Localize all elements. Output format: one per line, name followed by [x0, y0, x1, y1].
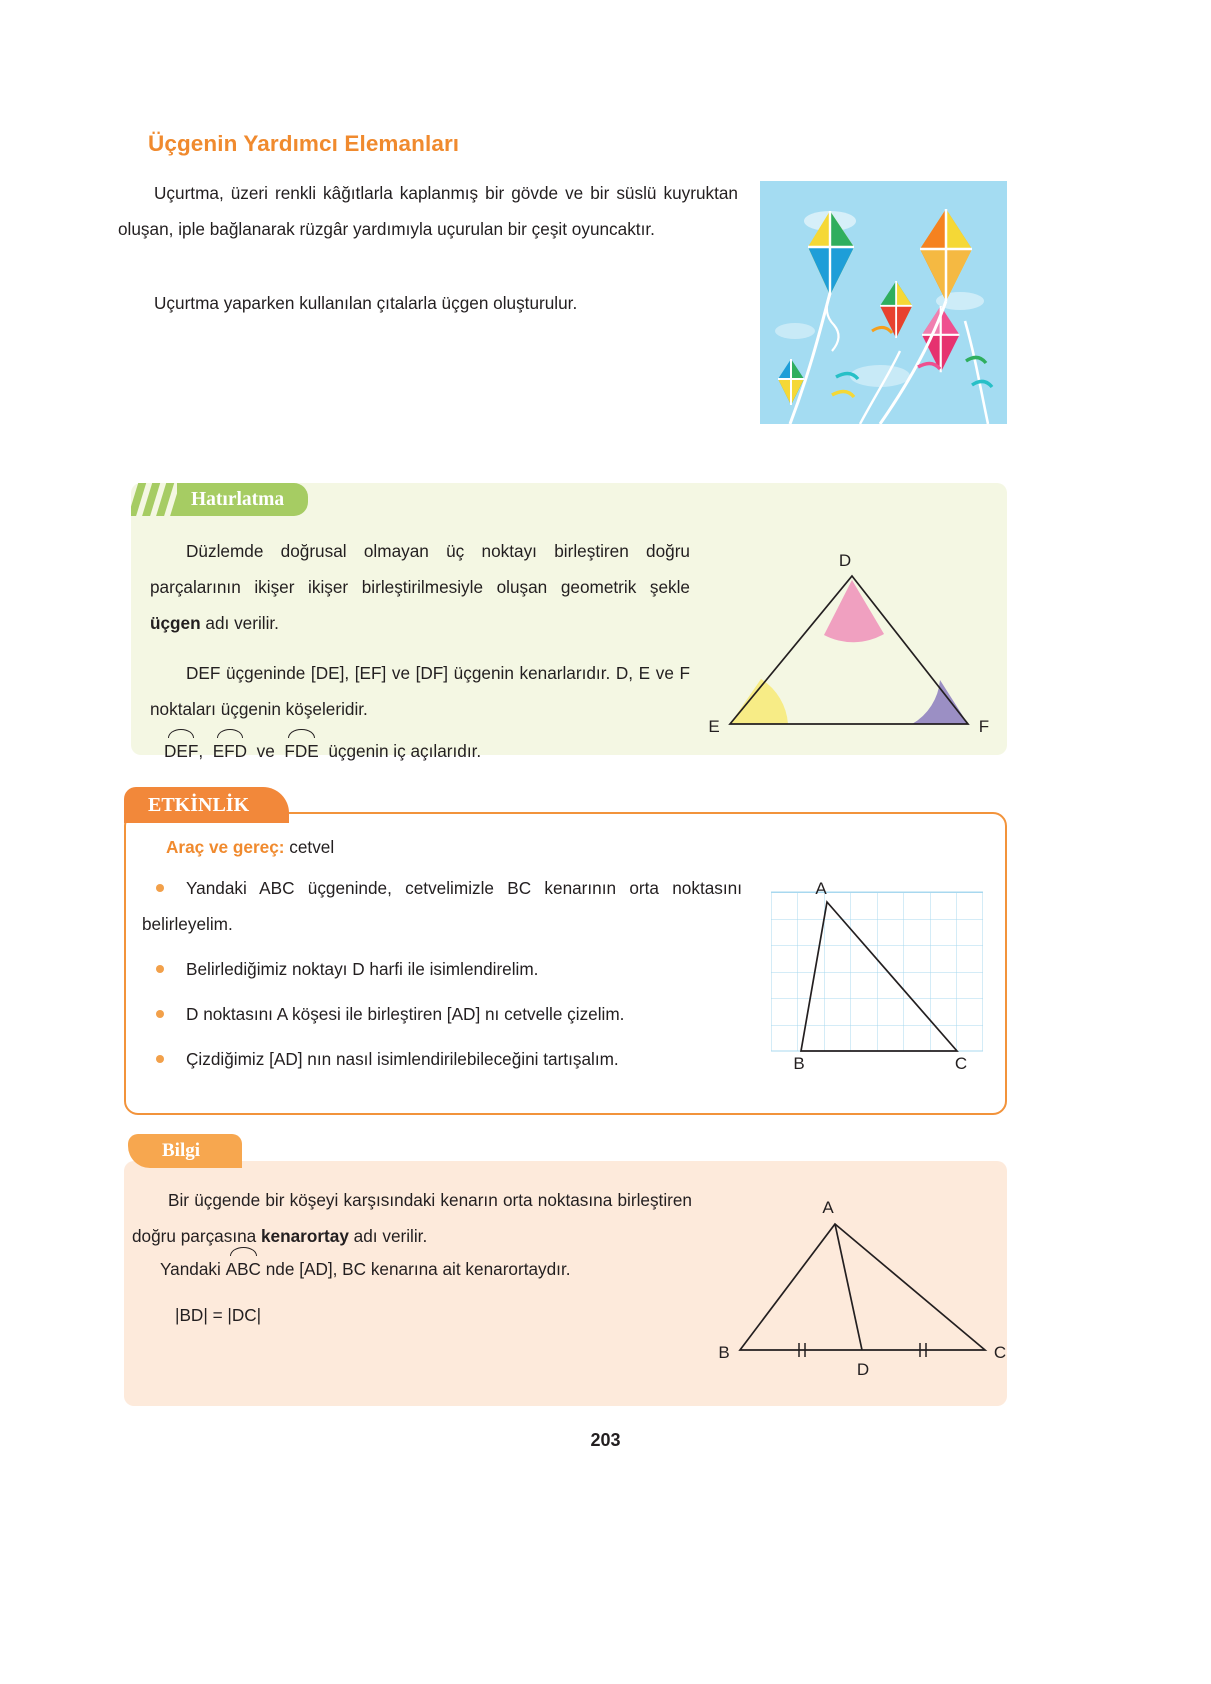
- hat-p1-pre: Düzlemde doğrusal olmayan üç noktayı birleştiren doğru parçalarının ikişer ikişer birleştirilmesiyle oluşan geometrik şekle: [150, 541, 690, 597]
- page-number: 203: [590, 1430, 621, 1450]
- bilgi-l2-pre: Yandaki: [160, 1259, 221, 1279]
- bullet-dot-icon: [156, 1010, 164, 1018]
- bullet-dot-icon: [156, 965, 164, 973]
- label-vertex-e: E: [708, 717, 720, 736]
- bullet-dot-icon: [156, 1055, 164, 1063]
- step-text: Belirlediğimiz noktayı D harfi ile isimlendirelim.: [186, 959, 539, 979]
- hat-p1-post: adı verilir.: [200, 613, 279, 633]
- list-item: [142, 996, 742, 1032]
- page-title: Üçgenin Yardımcı Elemanları: [148, 131, 460, 156]
- label-median-vertex-d: D: [856, 1360, 870, 1379]
- hatirlatma-tab-label: Hatırlatma: [177, 483, 308, 516]
- bullet-dot-icon: [156, 884, 164, 892]
- label-vertex-d: D: [838, 551, 852, 570]
- list-item: [142, 1041, 742, 1077]
- bilgi-tab: Bilgi: [128, 1134, 242, 1168]
- angle-fde: FDE: [284, 734, 318, 766]
- step-text: D noktasını A köşesi ile birleştiren [AD] nı cetvelle çizelim.: [186, 1004, 625, 1024]
- materials-label: Araç ve gereç:: [166, 837, 285, 857]
- angle-abc: ABC: [226, 1252, 261, 1284]
- label-median-vertex-c: C: [993, 1343, 1007, 1362]
- bilgi-line-2: [160, 1252, 571, 1284]
- bilgi-p1-bold: kenarortay: [261, 1226, 349, 1246]
- etkinlik-steps-list: [142, 870, 742, 1086]
- intro-paragraph-2: Uçurtma yaparken kullanılan çıtalarla üçgen oluşturulur.: [154, 293, 578, 313]
- label-grid-vertex-b: B: [793, 1054, 805, 1073]
- step-text: Çizdiğimiz [AD] nın nasıl isimlendirilebileceğini tartışalım.: [186, 1049, 619, 1069]
- hatirlatma-angle-line: [164, 734, 481, 766]
- hatirlatma-paragraph-2: DEF üçgeninde [DE], [EF] ve [DF] üçgenin kenarlarıdır. D, E ve F noktaları üçgenin köşeleridir.: [150, 663, 690, 719]
- bilgi-p1-pre: Bir üçgende bir köşeyi karşısındaki kenarın orta noktasına birleştiren doğru parçasına: [132, 1190, 692, 1246]
- hatirlatma-tab: [131, 483, 308, 516]
- label-median-vertex-a: A: [822, 1198, 834, 1217]
- angle-sep-1: ,: [198, 741, 204, 761]
- stripes-decoration-icon: [131, 483, 185, 516]
- kites-photo: [760, 181, 1007, 424]
- angle-def: DEF: [164, 734, 198, 766]
- hat-p1-bold: üçgen: [150, 613, 201, 633]
- materials-value: cetvel: [289, 837, 335, 857]
- triangle-def-diagram: [700, 540, 1000, 750]
- bilgi-equation: |BD| = |DC|: [175, 1305, 262, 1325]
- angle-efd: EFD: [213, 734, 247, 766]
- etkinlik-tab: ETKİNLİK: [124, 787, 289, 823]
- list-item: [142, 870, 742, 942]
- label-vertex-f: F: [978, 717, 990, 736]
- label-grid-vertex-c: C: [954, 1054, 968, 1073]
- intro-paragraph-1: Uçurtma, üzeri renkli kâğıtlarla kaplanmış bir gövde ve bir süslü kuyruktan oluşan, iple bağlanarak rüzgâr yardımıyla uçurulan bir çeşit oyuncaktır.: [118, 183, 738, 239]
- step-text: Yandaki ABC üçgeninde, cetvelimizle BC kenarının orta noktasını belirleyelim.: [142, 878, 742, 934]
- angle-conj: ve: [256, 741, 275, 761]
- triangle-median-diagram: [700, 1175, 1010, 1385]
- materials-line: [166, 833, 334, 861]
- bilgi-p1-post: adı verilir.: [348, 1226, 428, 1246]
- angle-tail: üçgenin iç açılarıdır.: [328, 741, 482, 761]
- grid-triangle-abc-diagram: [771, 866, 983, 1077]
- list-item: [142, 951, 742, 987]
- bilgi-paragraph-1: [132, 1182, 692, 1254]
- hatirlatma-paragraph-1: [150, 533, 690, 641]
- bilgi-l2-post: nde [AD], BC kenarına ait kenarortaydır.: [265, 1259, 571, 1279]
- label-median-vertex-b: B: [718, 1343, 730, 1362]
- label-grid-vertex-a: A: [815, 879, 827, 898]
- hatirlatma-text: [150, 533, 690, 741]
